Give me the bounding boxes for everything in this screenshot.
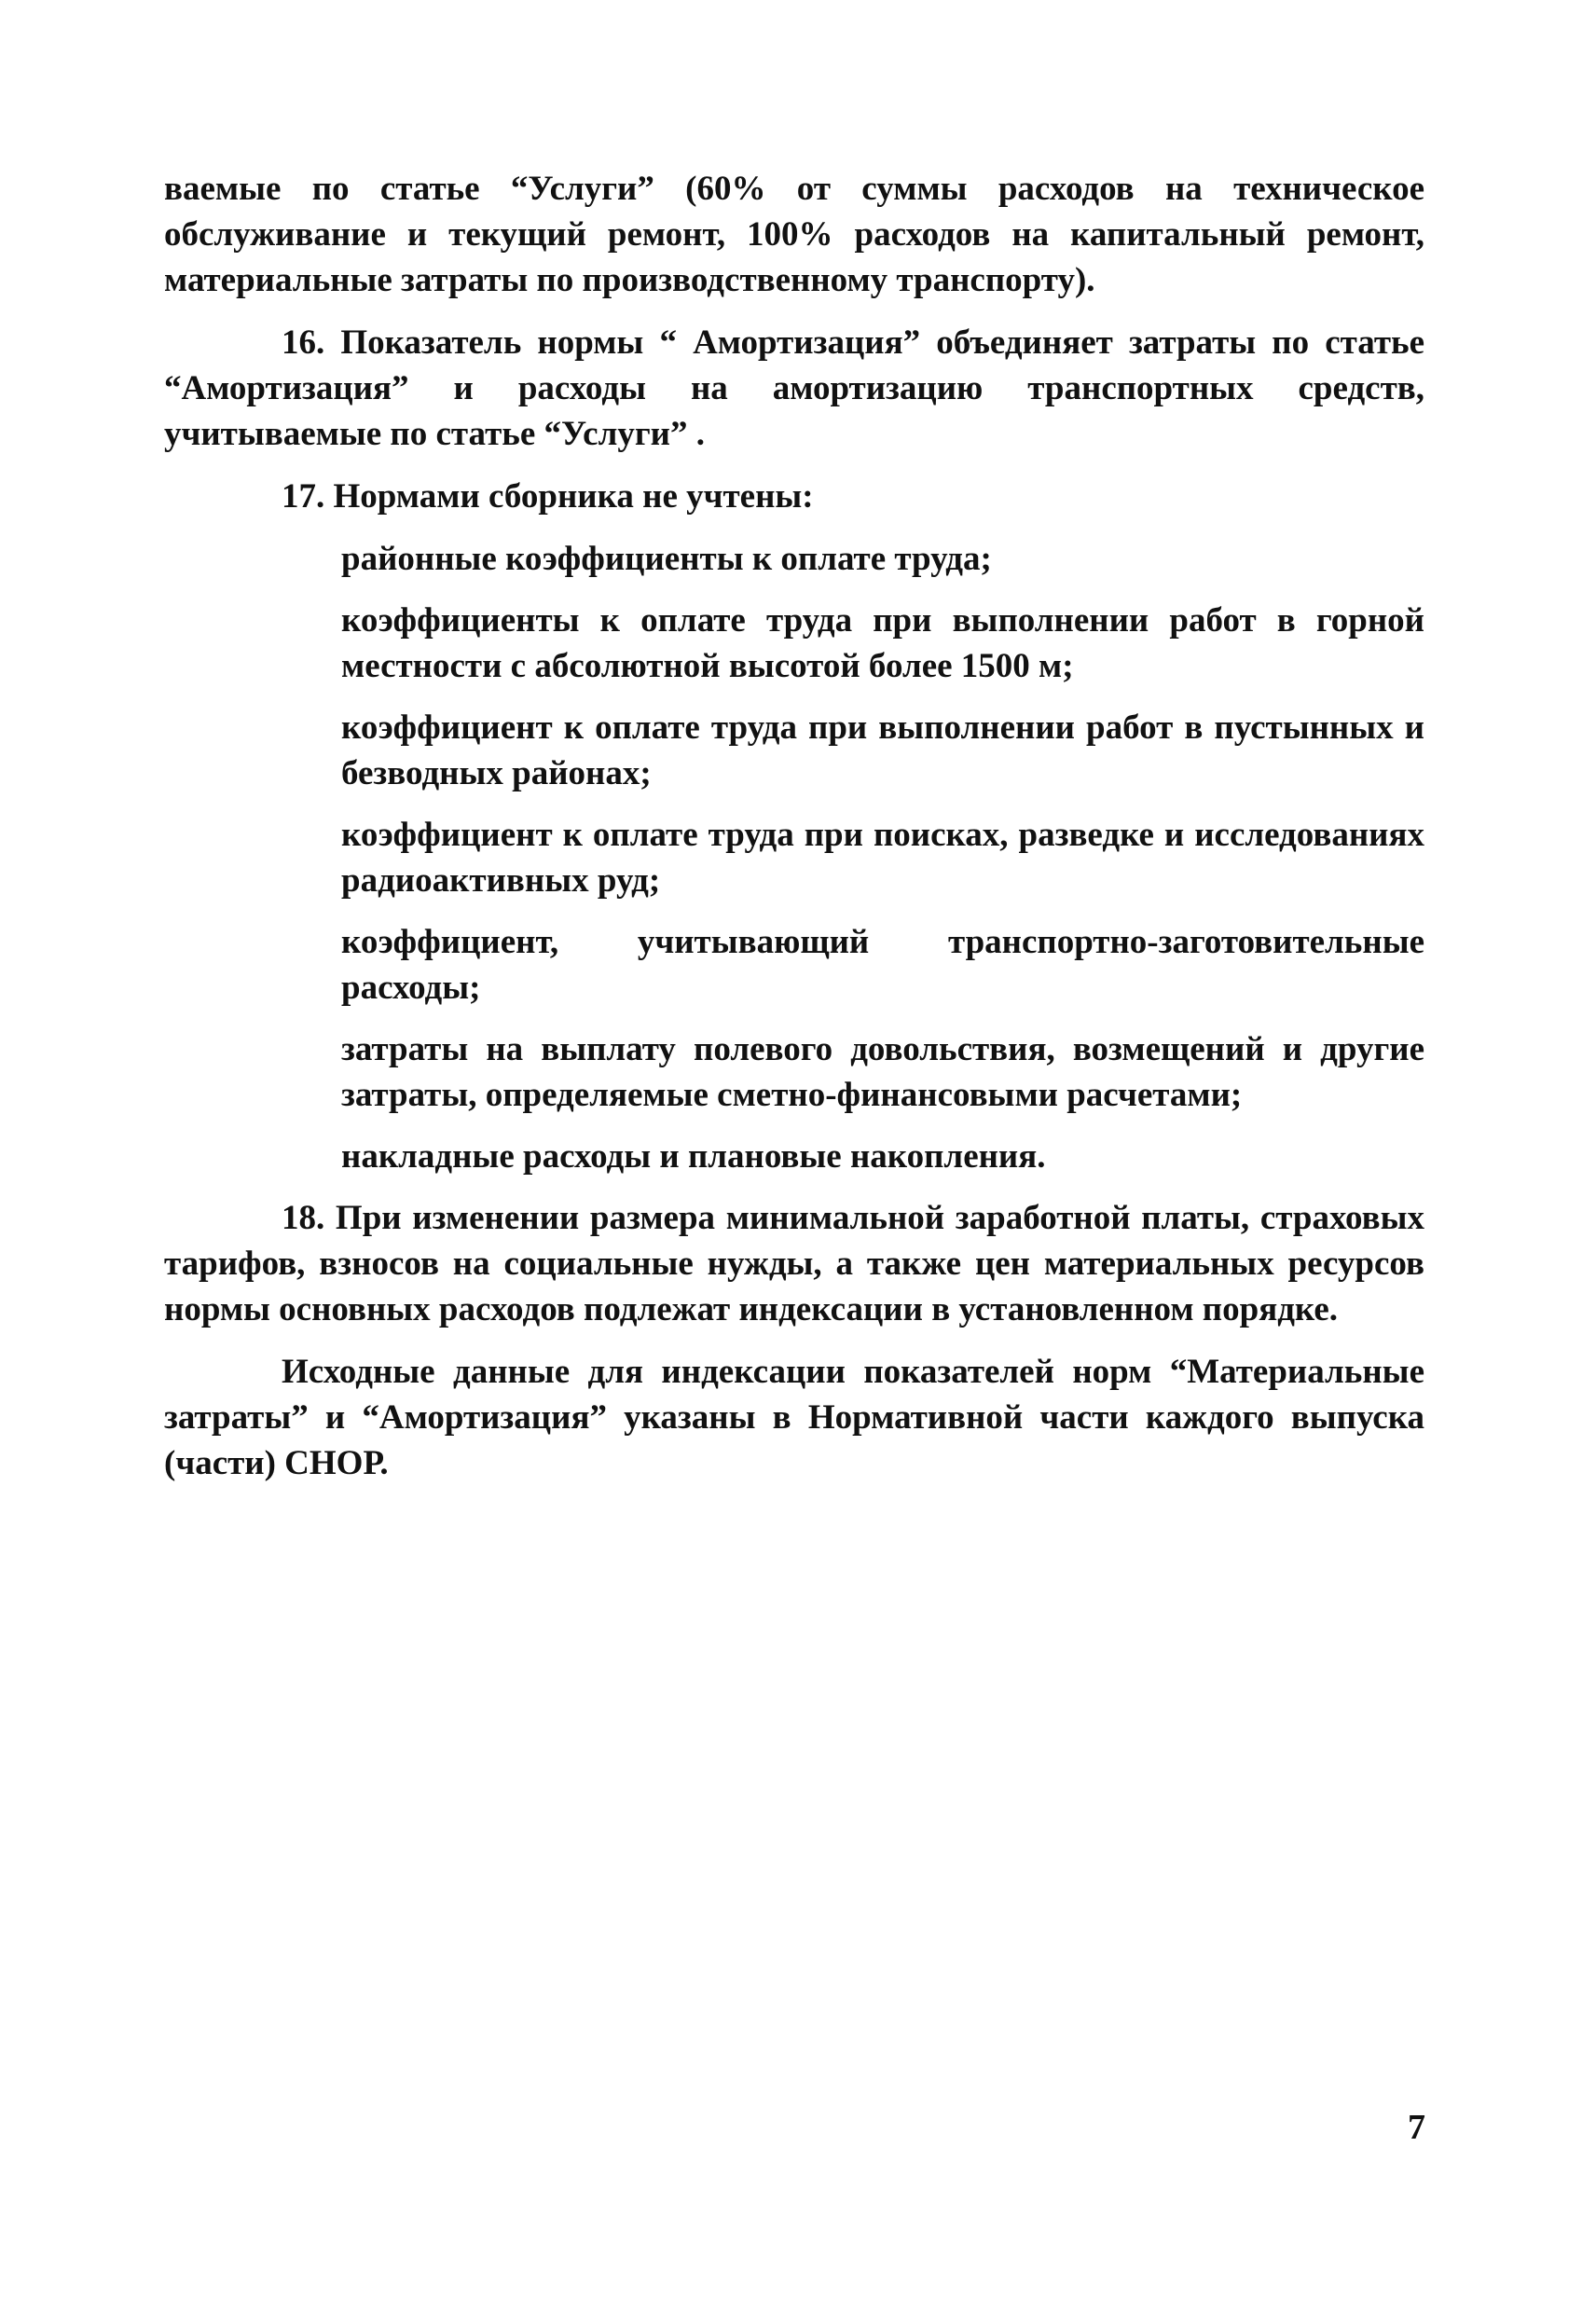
list-item: затраты на выплату полевого довольствия, возмещений и другие затраты, определяемые сметно-финансовыми расчетами; bbox=[341, 1030, 1424, 1114]
list-item: коэффициент к оплате труда при выполнении работ в пустынных и безводных районах; bbox=[341, 709, 1424, 792]
page-number: 7 bbox=[1408, 2108, 1425, 2147]
paragraph-indexation-source: Исходные данные для индексации показателей норм “Материальные затраты” и “Амортизация” указаны в Нормативной части каждого выпуска (части) СНОР. bbox=[164, 1353, 1424, 1482]
paragraph-17: 17. Нормами сборника не учтены: bbox=[282, 477, 814, 516]
paragraph-16: 16. Показатель нормы “ Амортизация” объединяет затраты по статье “Амортизация” и расходы на амортизацию транспортных средств, учитываемые по статье “Услуги” . bbox=[164, 323, 1424, 453]
list-item: коэффициент к оплате труда при поисках, разведке и исследованиях радиоактивных руд; bbox=[341, 816, 1424, 900]
list-item: коэффициент, учитывающий транспортно-заготовительные расходы; bbox=[341, 923, 1424, 1007]
excluded-items-list bbox=[341, 536, 1424, 1179]
document-body bbox=[164, 166, 1424, 1503]
list-item: накладные расходы и плановые накопления. bbox=[341, 1137, 1046, 1176]
list-item: коэффициенты к оплате труда при выполнении работ в горной местности с абсолютной высотой более 1500 м; bbox=[341, 601, 1424, 685]
paragraph-continuation: ваемые по статье “Услуги” (60% от суммы расходов на техническое обслуживание и текущий ремонт, 100% расходов на капитальный ремонт, материальные затраты по производственному транспорту). bbox=[164, 170, 1424, 299]
list-item: районные коэффициенты к оплате труда; bbox=[341, 540, 992, 578]
paragraph-18: 18. При изменении размера минимальной заработной платы, страховых тарифов, взносов на социальные нужды, а также цен материальных ресурсов нормы основных расходов подлежат индексации в установленном порядке. bbox=[164, 1199, 1424, 1328]
